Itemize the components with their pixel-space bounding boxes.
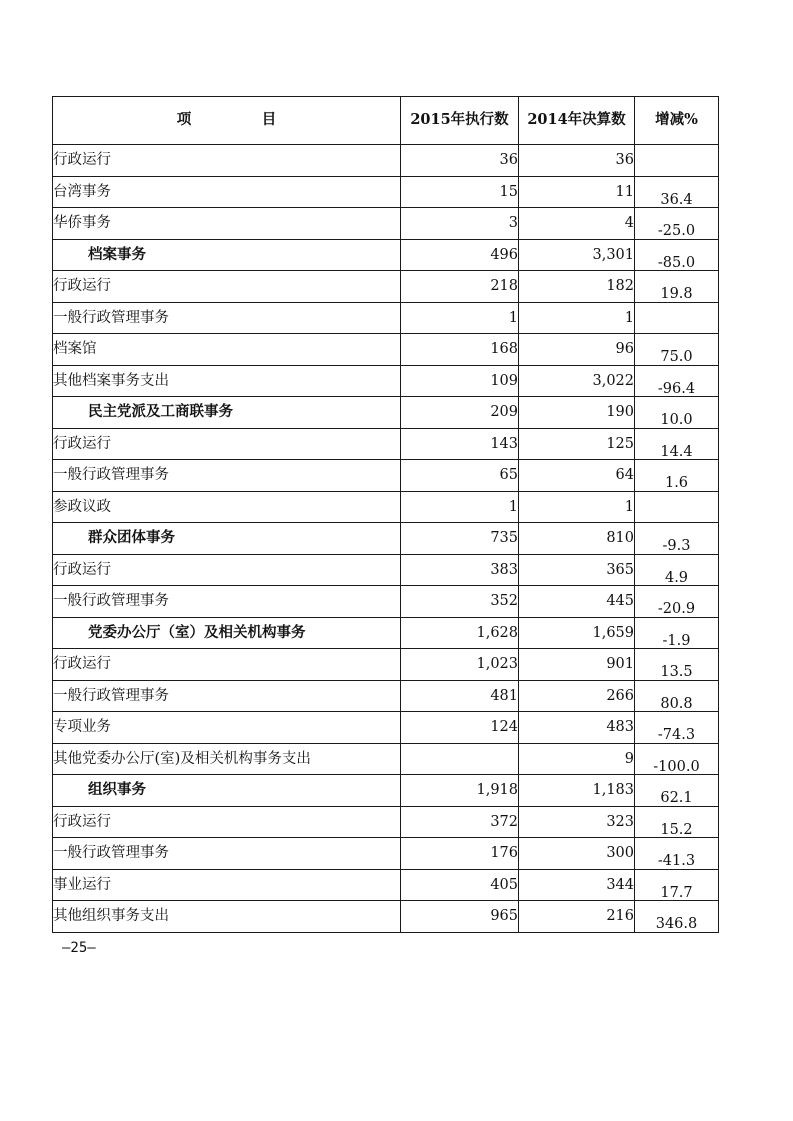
row-2015-value: 1 [401,491,519,523]
table-row [53,302,719,334]
row-2014-value: 36 [519,145,635,177]
header-item: 项 目 [53,97,401,145]
row-2014-value: 810 [519,523,635,555]
row-change-pct: -100.0 [635,743,719,775]
row-2015-value: 405 [401,869,519,901]
row-2015-value: 65 [401,460,519,492]
row-item-name: 行政运行 [53,428,401,460]
header-change-pct: 增减% [635,97,719,145]
row-item-name: 档案事务 [53,239,401,271]
row-2014-value: 1,659 [519,617,635,649]
table-row [53,712,719,744]
row-2015-value: 1,918 [401,775,519,807]
row-2014-value: 1,183 [519,775,635,807]
row-2014-value: 216 [519,901,635,933]
table-row [53,334,719,366]
row-2015-value: 383 [401,554,519,586]
table-row [53,491,719,523]
row-2015-value: 36 [401,145,519,177]
table-row [53,586,719,618]
table-row [53,743,719,775]
row-change-pct: 1.6 [635,460,719,492]
row-2014-value: 323 [519,806,635,838]
row-2014-value: 483 [519,712,635,744]
row-2015-value: 496 [401,239,519,271]
row-item-name: 行政运行 [53,554,401,586]
row-2014-value: 9 [519,743,635,775]
table-header-row [53,97,719,145]
row-2015-value: 481 [401,680,519,712]
row-2014-value: 190 [519,397,635,429]
row-2015-value: 109 [401,365,519,397]
row-2014-value: 1 [519,491,635,523]
row-change-pct: -25.0 [635,208,719,240]
row-item-name: 一般行政管理事务 [53,586,401,618]
table-body [53,145,719,933]
header-2015-actual: 2015年执行数 [401,97,519,145]
row-change-pct: 10.0 [635,397,719,429]
row-2014-value: 300 [519,838,635,870]
row-item-name: 行政运行 [53,806,401,838]
category-row [53,397,719,429]
row-change-pct: 36.4 [635,176,719,208]
row-item-name: 台湾事务 [53,176,401,208]
row-change-pct: 17.7 [635,869,719,901]
category-row [53,617,719,649]
row-2015-value: 218 [401,271,519,303]
row-2015-value: 209 [401,397,519,429]
row-2015-value: 15 [401,176,519,208]
row-item-name: 组织事务 [53,775,401,807]
row-item-name: 一般行政管理事务 [53,302,401,334]
row-2015-value: 168 [401,334,519,366]
table-row [53,554,719,586]
row-2014-value: 11 [519,176,635,208]
row-change-pct: 14.4 [635,428,719,460]
row-item-name: 民主党派及工商联事务 [53,397,401,429]
row-2014-value: 344 [519,869,635,901]
table-row [53,649,719,681]
row-change-pct [635,302,719,334]
row-item-name: 其他档案事务支出 [53,365,401,397]
row-change-pct: -85.0 [635,239,719,271]
row-2014-value: 445 [519,586,635,618]
row-2014-value: 125 [519,428,635,460]
table-row [53,176,719,208]
row-item-name: 华侨事务 [53,208,401,240]
row-2014-value: 3,301 [519,239,635,271]
row-change-pct: -96.4 [635,365,719,397]
table-row [53,271,719,303]
row-change-pct: -41.3 [635,838,719,870]
table-row [53,428,719,460]
table-row [53,460,719,492]
row-2014-value: 4 [519,208,635,240]
row-2015-value: 3 [401,208,519,240]
row-2015-value: 372 [401,806,519,838]
row-item-name: 其他组织事务支出 [53,901,401,933]
row-change-pct: -74.3 [635,712,719,744]
row-item-name: 一般行政管理事务 [53,838,401,870]
row-2015-value: 176 [401,838,519,870]
row-2015-value: 735 [401,523,519,555]
row-2015-value: 124 [401,712,519,744]
header-2014-final: 2014年决算数 [519,97,635,145]
row-2014-value: 365 [519,554,635,586]
table-row [53,145,719,177]
budget-table [52,96,719,933]
row-item-name: 事业运行 [53,869,401,901]
row-change-pct: 19.8 [635,271,719,303]
row-2014-value: 901 [519,649,635,681]
row-2015-value: 1,023 [401,649,519,681]
row-2014-value: 64 [519,460,635,492]
row-change-pct: 80.8 [635,680,719,712]
category-row [53,239,719,271]
row-item-name: 专项业务 [53,712,401,744]
row-2014-value: 266 [519,680,635,712]
row-2015-value: 1,628 [401,617,519,649]
row-item-name: 其他党委办公厅(室)及相关机构事务支出 [53,743,401,775]
row-item-name: 行政运行 [53,271,401,303]
row-change-pct: 13.5 [635,649,719,681]
row-2014-value: 1 [519,302,635,334]
row-item-name: 党委办公厅（室）及相关机构事务 [53,617,401,649]
row-item-name: 一般行政管理事务 [53,680,401,712]
row-change-pct: -1.9 [635,617,719,649]
row-2015-value: 1 [401,302,519,334]
table-row [53,869,719,901]
row-2014-value: 182 [519,271,635,303]
table-row [53,365,719,397]
row-2014-value: 3,022 [519,365,635,397]
table-row [53,208,719,240]
row-change-pct [635,145,719,177]
row-change-pct: 15.2 [635,806,719,838]
row-item-name: 参政议政 [53,491,401,523]
category-row [53,523,719,555]
table-row [53,838,719,870]
row-item-name: 行政运行 [53,145,401,177]
row-item-name: 一般行政管理事务 [53,460,401,492]
category-row [53,775,719,807]
row-2014-value: 96 [519,334,635,366]
row-change-pct: 346.8 [635,901,719,933]
row-change-pct: 4.9 [635,554,719,586]
row-change-pct: -9.3 [635,523,719,555]
row-change-pct: 75.0 [635,334,719,366]
row-change-pct: -20.9 [635,586,719,618]
row-2015-value [401,743,519,775]
row-change-pct [635,491,719,523]
row-item-name: 行政运行 [53,649,401,681]
table-row [53,806,719,838]
row-2015-value: 143 [401,428,519,460]
row-2015-value: 965 [401,901,519,933]
page-number: —25— [62,940,96,956]
row-item-name: 群众团体事务 [53,523,401,555]
table-row [53,680,719,712]
row-2015-value: 352 [401,586,519,618]
row-item-name: 档案馆 [53,334,401,366]
row-change-pct: 62.1 [635,775,719,807]
table-row [53,901,719,933]
